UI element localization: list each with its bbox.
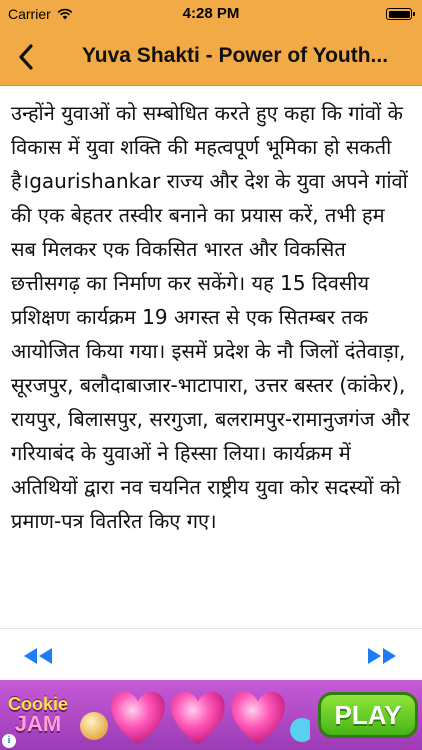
- page-title: Yuva Shakti - Power of Youth...: [81, 44, 389, 67]
- navigation-bar: [0, 28, 422, 86]
- ad-candy-hearts: [80, 680, 310, 750]
- ad-heart-icon: [231, 692, 285, 744]
- status-time: 4:28 PM: [182, 5, 240, 22]
- ad-info-icon[interactable]: i: [2, 734, 16, 748]
- ad-heart-icon: [111, 692, 165, 744]
- article-scroll-area[interactable]: [0, 86, 422, 628]
- ad-banner[interactable]: [0, 680, 422, 750]
- next-article-button[interactable]: [362, 643, 402, 669]
- article-text: उन्होंने युवाओं को सम्बोधित करते हुए कहा कि गांवों के विकास में युवा शक्ति की महत्वपूर्ण भूमिका हो सकती है।gaurishankar राज्य और देश के युवा अपने गांवों की एक बेहतर तस्वीर बनाने का प्रयास करें, तभी हम सब मिलकर एक विकसित भारत और विकसित छत्तीसगढ़ का निर्माण कर सकेंगे। यह 15 दिवसीय प्रशिक्षण कार्यक्रम 19 अगस्त से एक सितम्बर तक आयोजित किया गया। इसमें प्रदेश के नौ जिलों दंतेवाड़ा, सूरजपुर, बलौदाबाजार-भाटापारा, उत्तर बस्तर (कांकेर), रायपुर, बिलासपुर, सरगुजा, बलरामपुर-रामानुजगंज और गरियाबंद के युवाओं ने हिस्सा लिया। कार्यक्रम में अतिथियों द्वारा नव चयनित राष्ट्रीय युवा कोर सदस्यों को प्रमाण-पत्र वितरित किए गए।: [11, 101, 410, 533]
- ad-play-button[interactable]: PLAY: [318, 692, 418, 738]
- bottom-toolbar: [0, 628, 422, 680]
- previous-article-button[interactable]: [18, 643, 58, 669]
- carrier-label: Carrier: [8, 6, 51, 22]
- chevron-left-icon: [18, 44, 34, 70]
- back-button[interactable]: [6, 37, 46, 77]
- fast-forward-icon: [366, 646, 398, 666]
- ad-logo-line2: JAM: [14, 711, 62, 736]
- battery-icon: [386, 8, 412, 20]
- ad-logo-line1: Cookie: [7, 694, 68, 714]
- rewind-icon: [22, 646, 54, 666]
- status-bar: [0, 0, 422, 28]
- ad-heart-icon: [171, 692, 225, 744]
